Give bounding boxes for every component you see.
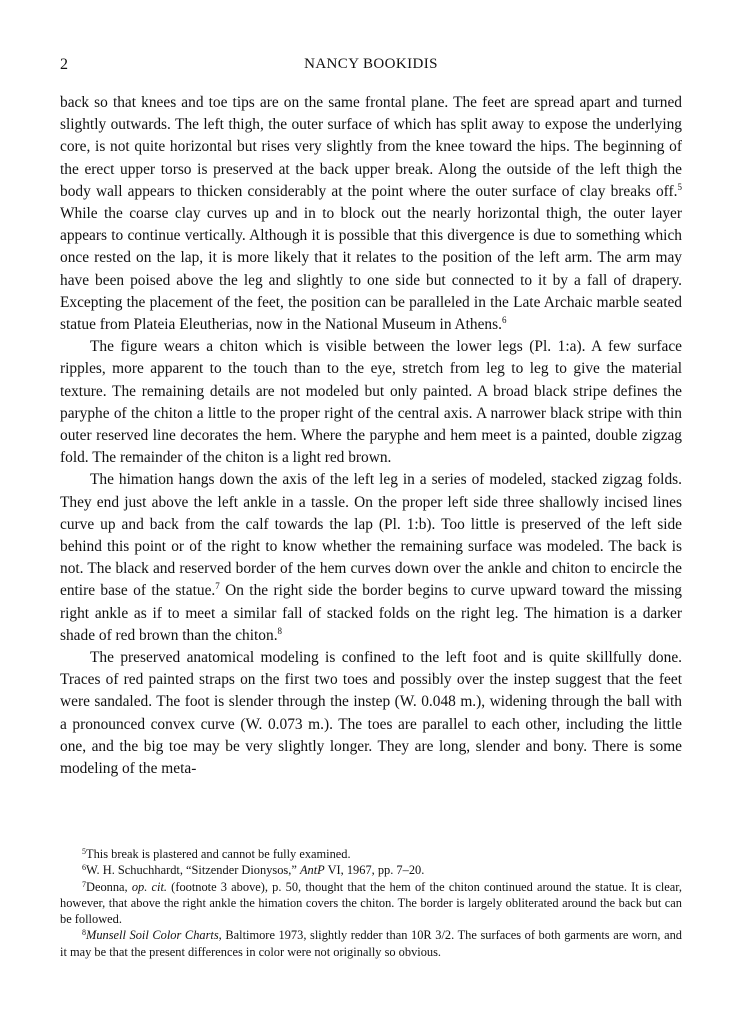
footnote: $^7$Deonna, op. cit. (footnote 3 above), p. 50, thought that the hem of the chiton continued around the statue. It is clear, however, that above the right ankle the himation covers the chiton. The border is largely obliterated around the back but can be followed. bbox=[60, 879, 683, 927]
page-number: 2 bbox=[60, 56, 68, 73]
footnote: $^5$This break is plastered and cannot be fully examined. bbox=[82, 847, 351, 861]
footnote-ref[interactable]: 7 bbox=[215, 581, 220, 592]
paragraph-2: The figure wears a chiton which is visible between the lower legs (Pl. 1:a). A few surface ripples, more apparent to the touch than to the eye, stretch from leg to leg to give the material texture. The remaining details are not modeled but only painted. A broad black stripe defines the paryphe of the chiton a little to the proper right of the central axis. A narrower black stripe with thin outer reserved line decorates the hem. Where the paryphe and hem meet is a painted, double zigzag fold. The remainder of the chiton is a light red brown. bbox=[60, 338, 682, 467]
paragraph-4: The preserved anatomical modeling is confined to the left foot and is quite skillfully done. Traces of red painted straps on the first two toes and possibly over the instep suggest that the feet were sandaled. The foot is slender through the instep (W. 0.048 m.), widening through the ball with a pronounced convex curve (W. 0.073 m.). The toes are parallel to each other, including the little one, and the big toe may be very slightly longer. They are long, slender and bony. There is some modeling of the meta- bbox=[60, 649, 682, 778]
footnote-mark: 8 bbox=[82, 928, 86, 938]
footnote-ref[interactable]: 6 bbox=[501, 315, 507, 326]
paragraph-1: back so that knees and toe tips are on the same frontal plane. The feet are spread apart and turned slightly outwards. The left thigh, the outer surface of which has split away to expose the underlying core, is not quite horizontal but rises very slightly from the knee toward the hips. The beginning of the erect upper torso is preserved at the back upper break. Along the outside of the left thigh the body wall appears to thicken considerably at the point where the outer surface of clay breaks off.$^5$ While the coarse clay curves up and in to block out the nearly horizontal thigh, the outer layer appears to continue vertically. Although it is possible that this divergence is due to something which once rested on the lap, it is more likely that it relates to the position of the left arm. The arm may have been poised above the leg and slightly to one side but connected to it by a fall of drapery. Excepting the placement of the feet, the position can be paralleled in the Late Archaic marble seated statue from Plateia Eleutherias, now in the National Museum in Athens.$^6$ bbox=[60, 94, 682, 334]
page-header bbox=[60, 56, 682, 80]
footnote: $^6$W. H. Schuchhardt, “Sitzender Dionysos,” AntP VI, 1967, pp. 7–20. bbox=[82, 863, 425, 878]
body-text bbox=[60, 92, 682, 780]
footnote-mark: 6 bbox=[82, 863, 86, 873]
footnote: $^8$Munsell Soil Color Charts, Baltimore 1973, slightly redder than 10R 3/2. The surfaces of both garments are worn, and it may be that the present differences in color were not originally so obvious. bbox=[60, 928, 683, 959]
running-head: NANCY BOOKIDIS bbox=[304, 56, 438, 72]
footnote-mark: 7 bbox=[82, 879, 86, 889]
footnote-ref[interactable]: 8 bbox=[277, 625, 283, 636]
footnote-mark: 5 bbox=[82, 847, 86, 856]
footnotes bbox=[60, 846, 682, 960]
footnote-ref[interactable]: 5 bbox=[677, 181, 682, 192]
paragraph-3: The himation hangs down the axis of the left leg in a series of modeled, stacked zigzag folds. They end just above the left ankle in a tassle. On the proper left side three shallowly incised lines curve up and back from the calf towards the lap (Pl. 1:b). Too little is preserved of the left side behind this point or of the right to know whether the remaining surface was modeled. The back is not. The black and reserved border of the hem curves down over the ankle and chiton to encircle the entire base of the statue.$^7$ On the right side the border begins to curve upward toward the missing right ankle as if to meet a similar fall of stacked folds on the right leg. The himation is a darker shade of red brown than the chiton.$^8$ bbox=[60, 471, 682, 644]
